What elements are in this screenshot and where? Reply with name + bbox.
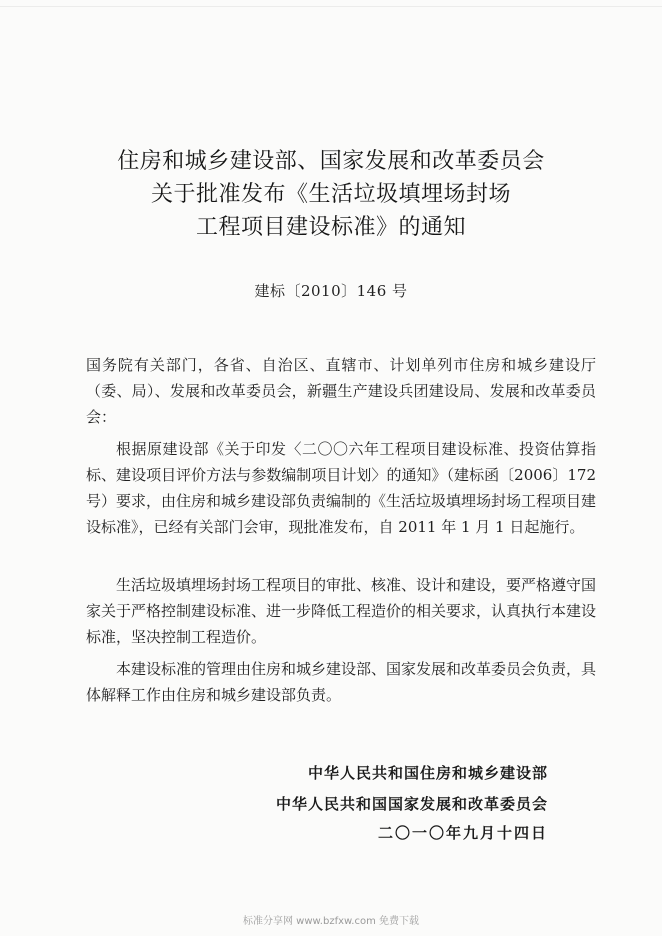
- addressee-block: [86, 352, 596, 430]
- paragraph-text: 生活垃圾填埋场封场工程项目的审批、核准、设计和建设，要严格遵守国家关于严格控制建设标准、进一步降低工程造价的相关要求，认真执行本建设标准，坚决控制工程造价。: [86, 576, 597, 646]
- paragraph-text: 本建设标准的管理由住房和城乡建设部、国家发展和改革委员会负责，具体解释工作由住房和城乡建设部负责。: [86, 660, 597, 704]
- paragraph-2: [86, 572, 596, 650]
- paragraph-3: [86, 656, 596, 708]
- signature-org-ndrc: 中华人民共和国国家发展和改革委员会: [275, 795, 548, 813]
- document-title-line-1: 住房和城乡建设部、国家发展和改革委员会: [117, 149, 545, 174]
- document-title-line-3: 工程项目建设标准》的通知: [195, 215, 466, 240]
- scan-artifact-line: [0, 6, 662, 7]
- addressee-text: 国务院有关部门，各省、自治区、直辖市、计划单列市住房和城乡建设厅（委、局）、发展和改革委员会，新疆生产建设兵团建设局、发展和改革委员会：: [86, 356, 596, 426]
- paragraph-1: [86, 436, 596, 540]
- paragraph-text: 根据原建设部《关于印发〈二〇〇六年工程项目建设标准、投资估算指标、建设项目评价方法与参数编制项目计划〉的通知》（建标函〔2006〕172 号）要求，由住房和城乡建设部负责编制的《生活垃圾填埋场封场工程项目建设标准》，已经有关部门会审，现批准发布，自 2011 年 1 月 1 日起施行。: [86, 440, 597, 536]
- signature-date: 二〇一〇年九月十四日: [377, 824, 548, 842]
- document-title-line-2: 关于批准发布《生活垃圾填埋场封场: [150, 182, 511, 207]
- footer-watermark: 标准分享网 www.bzfxw.com 免费下载: [243, 916, 419, 927]
- signature-org-housing-ministry: 中华人民共和国住房和城乡建设部: [307, 764, 548, 782]
- document-number: 建标〔2010〕146 号: [254, 282, 408, 300]
